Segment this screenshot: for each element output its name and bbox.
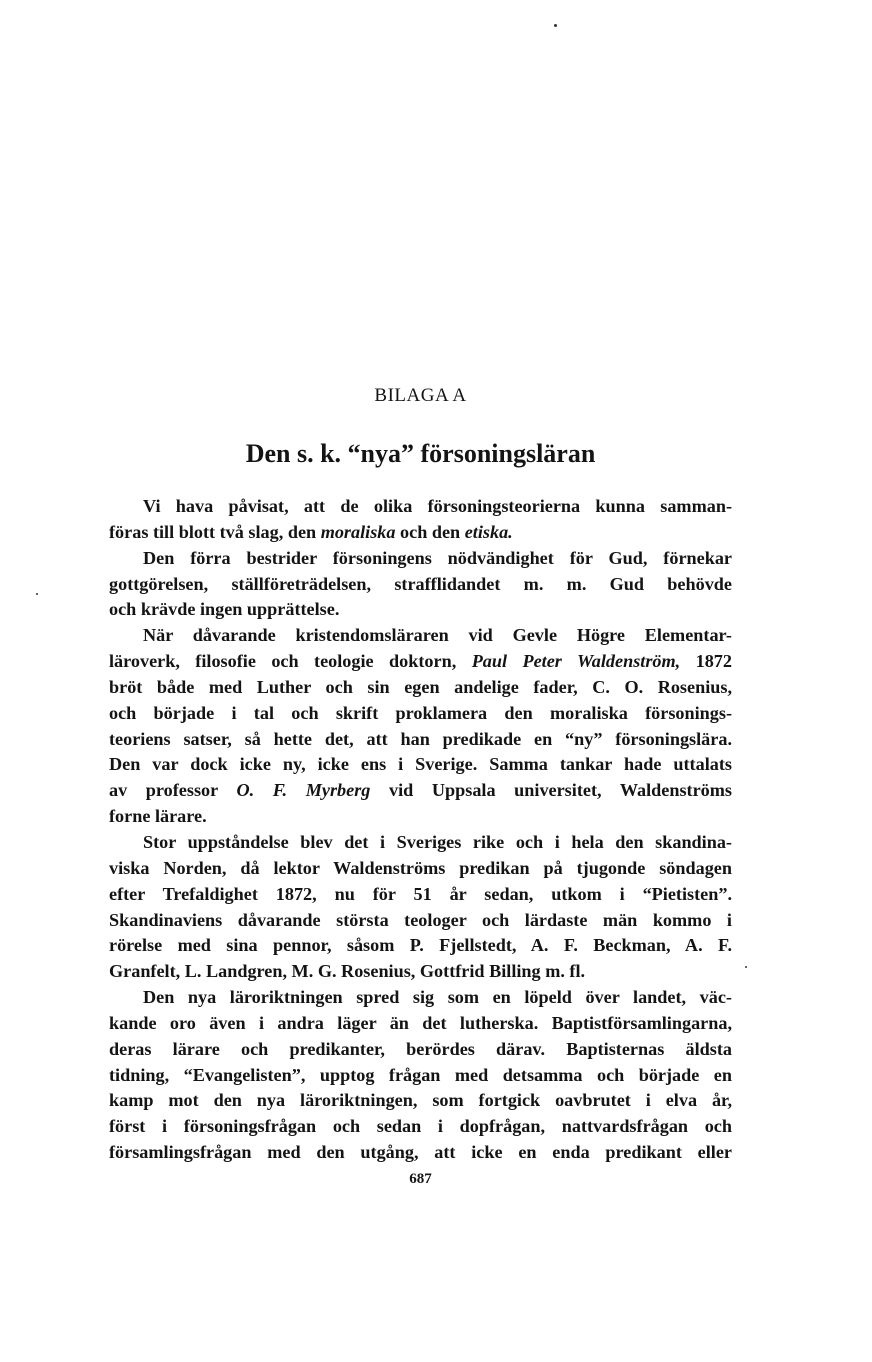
italic-text: O. F. Myrberg (236, 780, 371, 801)
paragraph (109, 985, 732, 1166)
text-run: och den (395, 521, 465, 542)
text-line (109, 1063, 732, 1089)
paragraph (109, 546, 732, 624)
text-line (109, 1140, 732, 1166)
text-line (109, 701, 732, 727)
chapter-title: Den s. k. “nya” försoningsläran (245, 439, 596, 468)
text-line (109, 649, 732, 675)
text-run: gottgörelsen, ställföreträdelsen, strafflidandet m. m. Gud behövde (109, 573, 732, 594)
text-run: Den nya läroriktningen spred sig som en löpeld över landet, väc- (143, 987, 732, 1008)
body-text (109, 494, 732, 1166)
text-run: först i försoningsfrågan och sedan i dopfrågan, nattvardsfrågan och (109, 1116, 732, 1137)
text-line (109, 856, 732, 882)
paragraph (109, 494, 732, 546)
text-line (109, 572, 732, 598)
text-line (109, 985, 732, 1011)
text-run: Vi hava påvisat, att de olika försoningsteorierna kunna samman- (143, 496, 732, 516)
text-line (109, 1011, 732, 1037)
text-run: Granfelt, L. Landgren, M. G. Rosenius, Gottfrid Billing m. fl. (109, 961, 586, 982)
text-line (109, 675, 732, 701)
text-line (109, 908, 732, 934)
text-run: av professor (109, 780, 237, 801)
text-line (109, 1088, 732, 1114)
paper-speck (36, 593, 38, 595)
text-run: Skandinaviens dåvarande största teologer och lärdaste män kommo i (109, 909, 732, 930)
text-run: rörelse med sina pennor, såsom P. Fjellstedt, A. F. Beckman, A. F. (109, 935, 732, 956)
text-line (109, 882, 732, 908)
text-line (109, 1037, 732, 1063)
italic-text: Paul Peter Waldenström, (471, 651, 681, 672)
text-line (109, 804, 732, 830)
text-line (109, 1114, 732, 1140)
text-run: läroverk, filosofie och teologie doktorn, (109, 651, 472, 672)
text-run: församlingsfrågan med den utgång, att icke en enda predikant eller (109, 1142, 732, 1163)
text-run: kande oro även i andra läger än det lutherska. Baptistförsamlingarna, (109, 1012, 732, 1033)
paper-speck (554, 24, 557, 27)
text-run: teoriens satser, så hette det, att han predikade en “ny” försoningslära. (109, 728, 732, 749)
text-run: Den var dock icke ny, icke ens i Sverige. Samma tankar hade uttalats (109, 754, 732, 775)
text-run: och började i tal och skrift proklamera den moraliska försonings- (109, 702, 732, 723)
text-run: och krävde ingen upprättelse. (109, 599, 340, 620)
text-run: tidning, “Evangelisten”, upptog frågan med detsamma och började en (109, 1064, 732, 1085)
text-line (109, 778, 732, 804)
text-line (109, 520, 732, 546)
text-line (109, 597, 732, 623)
paragraph (109, 623, 732, 830)
italic-text: moraliska (320, 521, 396, 542)
text-run: När dåvarande kristendomsläraren vid Gevle Högre Elementar- (143, 625, 732, 646)
text-run: viska Norden, då lektor Waldenströms predikan på tjugonde söndagen (109, 857, 732, 878)
page-number: 687 (409, 1171, 432, 1187)
text-run: 1872 (680, 651, 732, 672)
text-line (109, 494, 732, 520)
text-line (109, 959, 732, 985)
text-run: kamp mot den nya läroriktningen, som fortgick oavbrutet i elva år, (109, 1090, 732, 1111)
text-line (109, 752, 732, 778)
text-run: vid Uppsala universitet, Waldenströms (370, 780, 732, 801)
paragraph (109, 830, 732, 985)
text-line (109, 830, 732, 856)
text-line (109, 727, 732, 753)
text-line (109, 623, 732, 649)
text-run: deras lärare och predikanter, berördes därav. Baptisternas äldsta (109, 1038, 732, 1059)
text-line (109, 546, 732, 572)
paper-speck (745, 966, 747, 968)
text-run: efter Trefaldighet 1872, nu för 51 år sedan, utkom i “Pietisten”. (109, 883, 732, 904)
text-run: bröt både med Luther och sin egen andelige fader, C. O. Rosenius, (109, 676, 732, 697)
text-run: forne lärare. (109, 806, 207, 827)
appendix-label: BILAGA A (374, 385, 467, 406)
text-run: Stor uppståndelse blev det i Sveriges rike och i hela den skandina- (143, 831, 732, 852)
text-run: föras till blott två slag, den (109, 521, 321, 542)
text-line (109, 933, 732, 959)
text-run: Den förra bestrider försoningens nödvändighet för Gud, förnekar (143, 547, 732, 568)
italic-text: etiska. (464, 521, 513, 542)
